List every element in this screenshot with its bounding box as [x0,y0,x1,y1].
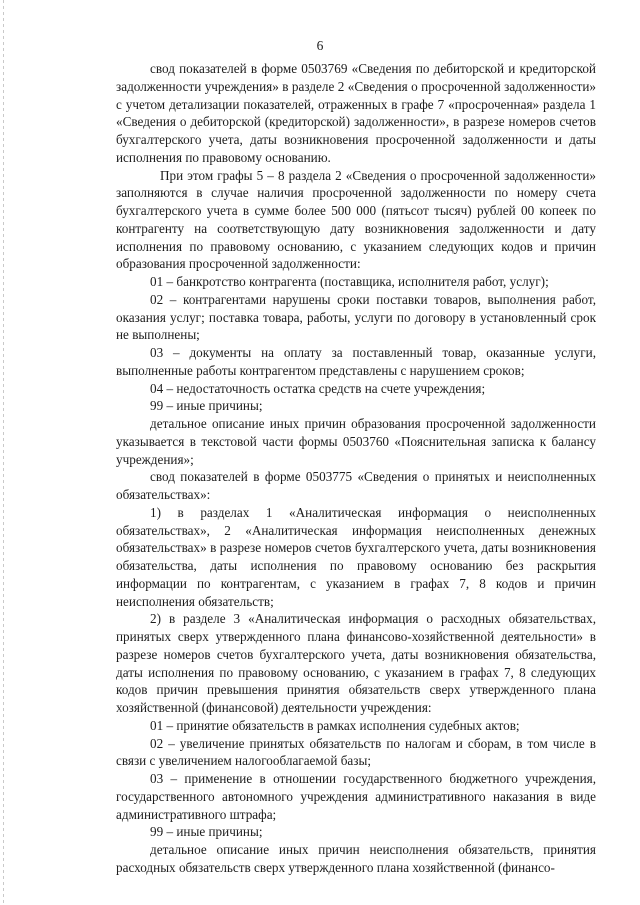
list-item: 03 – применение в отношении государственного бюджетного учреждения, государственного автономного учреждения административного наказания в виде административного штрафа; [116,771,596,822]
list-item: 04 – недостаточность остатка средств на счете учреждения; [150,380,486,396]
list-item: 01 – банкротство контрагента (поставщика, исполнителя работ, услуг); [150,274,549,289]
list-item: 99 – иные причины; [150,398,263,414]
paragraph: 2) в разделе 3 «Аналитическая информация о расходных обязательствах, принятых сверх утвержденного плана финансово-хозяйственной деятельности» в разрезе номеров счетов бухгалтерского учета, даты возникновения обязательства, даты исполнения по правовому основанию, с указанием в графах 7, 8 следующих кодов причин превышения принятия обязательств сверх утвержденного плана хозяйственной (финансовой) деятельности учреждения: [116,611,596,715]
paragraph: свод показателей в форме 0503769 «Сведения по дебиторской и кредиторской задолженности учреждения» в разделе 2 «Сведения о просроченной задолженности» с учетом детализации показателей, отраженных в графе 7 «просроченная» раздела 1 «Сведения о дебиторской (кредиторской) задолженности», в разрезе номеров счетов бухгалтерского учета, даты возникновения просроченной задолженности и даты исполнения по правовому основанию. [116,61,596,165]
list-item: 03 – документы на оплату за поставленный товар, оказанные услуги, выполненные работы контрагентом представлены с нарушением сроков; [116,345,596,378]
list-item: 99 – иные причины; [150,824,263,840]
document-body [116,60,596,877]
list-item: 02 – контрагентами нарушены сроки поставки товаров, выполнения работ, оказания услуг; поставка товара, работы, услуги по договору в установленный срок не выполнены; [116,291,596,343]
paragraph: 1) в разделах 1 «Аналитическая информация о неисполненных обязательствах», 2 «Аналитическая информация неисполненных денежных обязательствах» в разрезе номеров счетов бухгалтерского учета, даты возникновения обязательства, даты исполнения по правовому основанию без раскрытия информации по контрагентам, с указанием в графах 7, 8 кодов и причин неисполнения обязательств; [116,504,596,609]
paragraph: детальное описание иных причин образования просроченной задолженности указывается в текстовой части формы 0503760 «Пояснительная записка к балансу учреждения»; [116,416,596,467]
paragraph: При этом графы 5 – 8 раздела 2 «Сведения о просроченной задолженности» заполняются в случае наличия просроченной задолженности по номеру счета бухгалтерского учета в сумме более 500 000 (пятьсот тысяч) рублей 00 копеек по контрагенту на соответствующую дату возникновения задолженности и дату исполнения по правовому основанию, с указанием следующих кодов и причин образования просроченной задолженности: [116,167,596,272]
list-item: 01 – принятие обязательств в рамках исполнения судебных актов; [150,717,520,733]
list-item: 02 – увеличение принятых обязательств по налогам и сборам, в том числе в связи с увеличением налогооблагаемой базы; [116,735,596,769]
paragraph: детальное описание иных причин неисполнения обязательств, принятия расходных обязательств сверх утвержденного плана хозяйственной (финансо- [116,842,596,875]
scan-edge-artifact [3,0,4,905]
page-number: 6 [316,38,324,53]
paragraph: свод показателей в форме 0503775 «Сведения о принятых и неисполненных обязательствах»: [116,469,596,502]
